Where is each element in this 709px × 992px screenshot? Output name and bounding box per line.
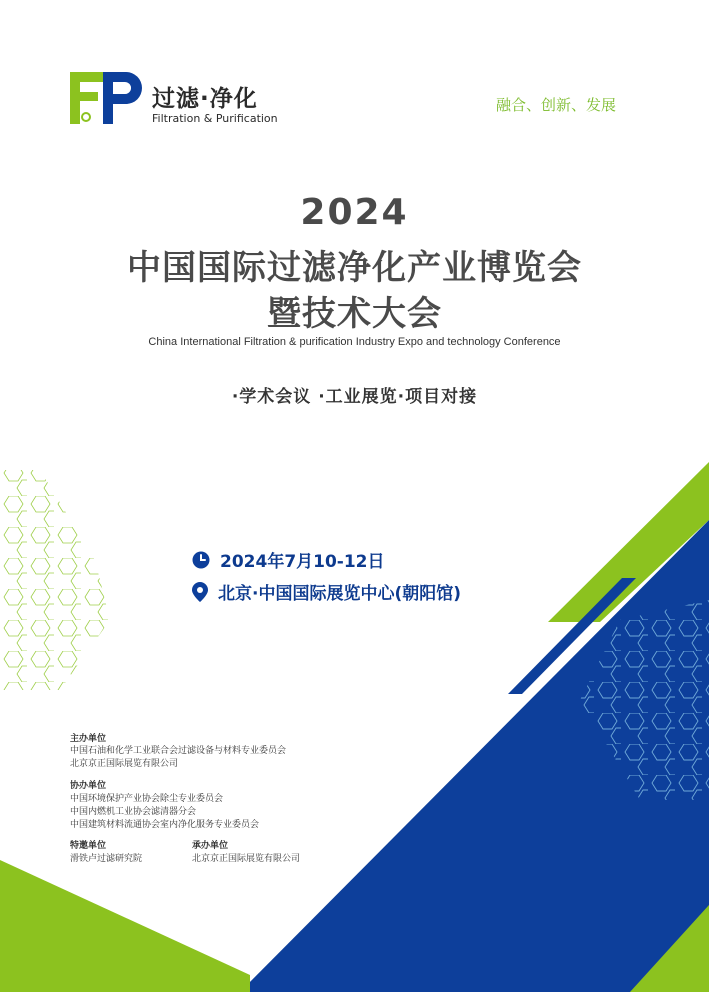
host-heading: 主办单位 xyxy=(70,734,107,744)
hex-pattern-left xyxy=(0,470,110,690)
event-venue: 北京·中国国际展览中心(朝阳馆) xyxy=(218,584,461,604)
special-org: 滑铁卢过滤研究院 xyxy=(70,854,143,864)
clock-icon xyxy=(192,551,210,569)
undertake-org: 北京京正国际展览有限公司 xyxy=(192,854,301,864)
event-date: 2024年7月10-12日 xyxy=(220,552,385,572)
slogan: 融合、创新、发展 xyxy=(496,96,617,114)
title-english: China International Filtration & purification Industry Expo and technology Conference xyxy=(148,336,561,348)
co-org: 中国建筑材料流通协会室内净化服务专业委员会 xyxy=(70,820,260,830)
fp-logo-icon xyxy=(70,72,146,126)
special-heading: 特邀单位 xyxy=(70,841,107,851)
event-venue-row xyxy=(192,579,461,604)
co-org: 中国环境保护产业协会除尘专业委员会 xyxy=(70,794,224,804)
undertake-heading: 承办单位 xyxy=(192,841,229,851)
logo-english-text: Filtration & Purification xyxy=(152,112,278,125)
co-heading: 协办单位 xyxy=(70,781,107,791)
logo-chinese-text: 过滤·净化 xyxy=(152,86,258,112)
features-line: ·学术会议 ·工业展览·项目对接 xyxy=(231,387,478,407)
co-org: 中国内燃机工业协会滤清器分会 xyxy=(70,807,197,817)
green-corner-left xyxy=(0,860,250,992)
location-pin-icon xyxy=(192,582,208,602)
title-line-2: 暨技术大会 xyxy=(267,294,442,334)
title-year: 2024 xyxy=(300,192,409,233)
host-org: 中国石油和化学工业联合会过滤设备与材料专业委员会 xyxy=(70,746,287,756)
title-line-1: 中国国际过滤净化产业博览会 xyxy=(127,248,582,288)
host-org: 北京京正国际展览有限公司 xyxy=(70,759,179,769)
event-date-row xyxy=(192,547,385,572)
